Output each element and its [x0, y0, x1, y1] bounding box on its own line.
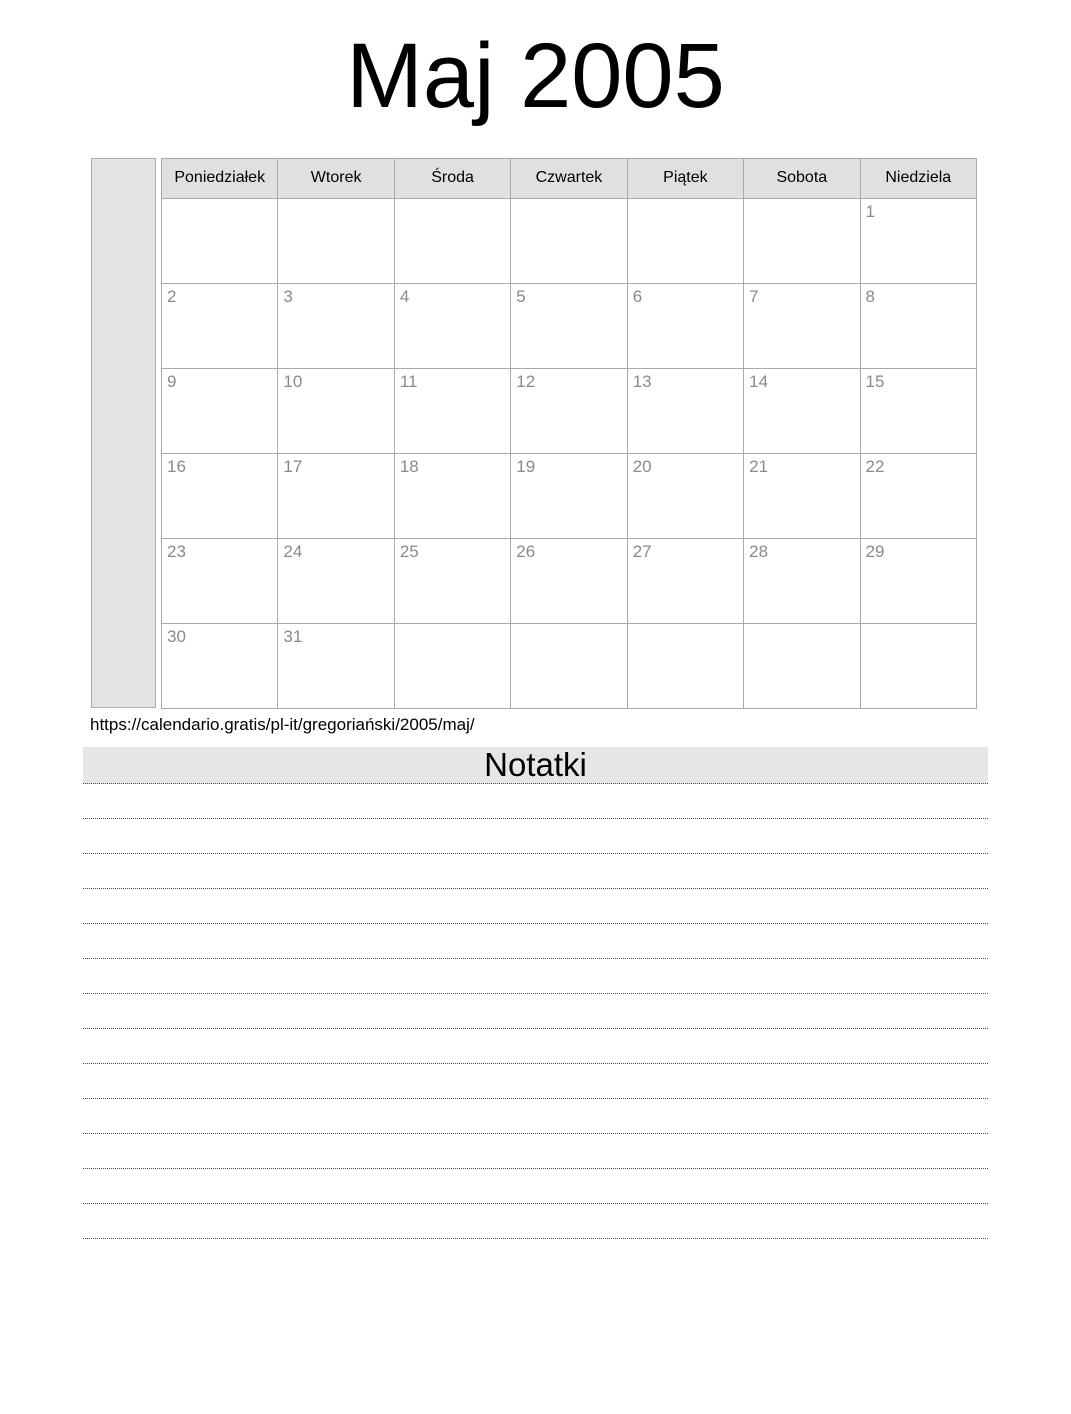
day-cell: 6 — [627, 283, 743, 368]
day-cell: 5 — [511, 283, 627, 368]
day-cell: 23 — [162, 538, 278, 623]
note-line — [83, 1134, 988, 1169]
day-cell: 15 — [860, 368, 976, 453]
week-row — [162, 453, 977, 538]
day-cell: 2 — [162, 283, 278, 368]
day-cell: 10 — [278, 368, 394, 453]
calendar — [91, 158, 1071, 708]
day-cell — [860, 623, 976, 708]
day-cell — [744, 198, 860, 283]
day-cell: 31 — [278, 623, 394, 708]
week-row — [162, 538, 977, 623]
day-header-cell: Piątek — [627, 158, 743, 198]
day-cell: 21 — [744, 453, 860, 538]
day-cell: 22 — [860, 453, 976, 538]
day-cell — [511, 623, 627, 708]
note-line — [83, 1029, 988, 1064]
note-line — [83, 784, 988, 819]
week-row — [162, 283, 977, 368]
day-cell: 18 — [394, 453, 510, 538]
day-header-cell: Środa — [394, 158, 510, 198]
day-cell: 25 — [394, 538, 510, 623]
day-cell: 8 — [860, 283, 976, 368]
day-cell — [278, 198, 394, 283]
day-cell: 13 — [627, 368, 743, 453]
page-title: Maj 2005 — [346, 25, 725, 127]
day-cell: 16 — [162, 453, 278, 538]
day-cell: 20 — [627, 453, 743, 538]
day-cell: 12 — [511, 368, 627, 453]
day-cell: 27 — [627, 538, 743, 623]
day-cell — [627, 623, 743, 708]
day-cell: 1 — [860, 198, 976, 283]
notes-header-bar — [83, 747, 988, 784]
day-header-cell: Poniedziałek — [162, 158, 278, 198]
day-cell: 3 — [278, 283, 394, 368]
week-row — [162, 623, 977, 708]
day-header-cell: Wtorek — [278, 158, 394, 198]
note-line — [83, 1064, 988, 1099]
day-cell: 19 — [511, 453, 627, 538]
day-cell: 28 — [744, 538, 860, 623]
day-cell — [627, 198, 743, 283]
notes-section — [83, 747, 988, 1239]
notes-title: Notatki — [484, 745, 587, 783]
note-line — [83, 924, 988, 959]
note-line — [83, 889, 988, 924]
day-cell: 14 — [744, 368, 860, 453]
page — [0, 25, 1071, 1414]
note-line — [83, 994, 988, 1029]
day-cell: 11 — [394, 368, 510, 453]
month-table — [161, 158, 977, 709]
day-header-cell: Sobota — [744, 158, 860, 198]
day-cell — [162, 198, 278, 283]
day-cell: 26 — [511, 538, 627, 623]
note-lines — [83, 784, 988, 1239]
day-header-cell: Czwartek — [511, 158, 627, 198]
day-header-row — [162, 158, 977, 198]
day-cell: 17 — [278, 453, 394, 538]
note-line — [83, 1204, 988, 1239]
week-row — [162, 368, 977, 453]
day-cell — [511, 198, 627, 283]
source-url: https://calendario.gratis/pl-it/gregoriański/2005/maj/ — [90, 714, 475, 734]
note-line — [83, 959, 988, 994]
day-cell — [744, 623, 860, 708]
note-line — [83, 1169, 988, 1204]
day-cell: 9 — [162, 368, 278, 453]
day-cell: 4 — [394, 283, 510, 368]
day-cell — [394, 623, 510, 708]
week-row — [162, 198, 977, 283]
note-line — [83, 854, 988, 889]
day-header-cell: Niedziela — [860, 158, 976, 198]
calendar-side-strip — [91, 158, 156, 708]
note-line — [83, 1099, 988, 1134]
day-cell: 24 — [278, 538, 394, 623]
day-cell: 30 — [162, 623, 278, 708]
month-table-body — [162, 198, 977, 708]
note-line — [83, 819, 988, 854]
day-cell: 29 — [860, 538, 976, 623]
day-cell: 7 — [744, 283, 860, 368]
day-cell — [394, 198, 510, 283]
